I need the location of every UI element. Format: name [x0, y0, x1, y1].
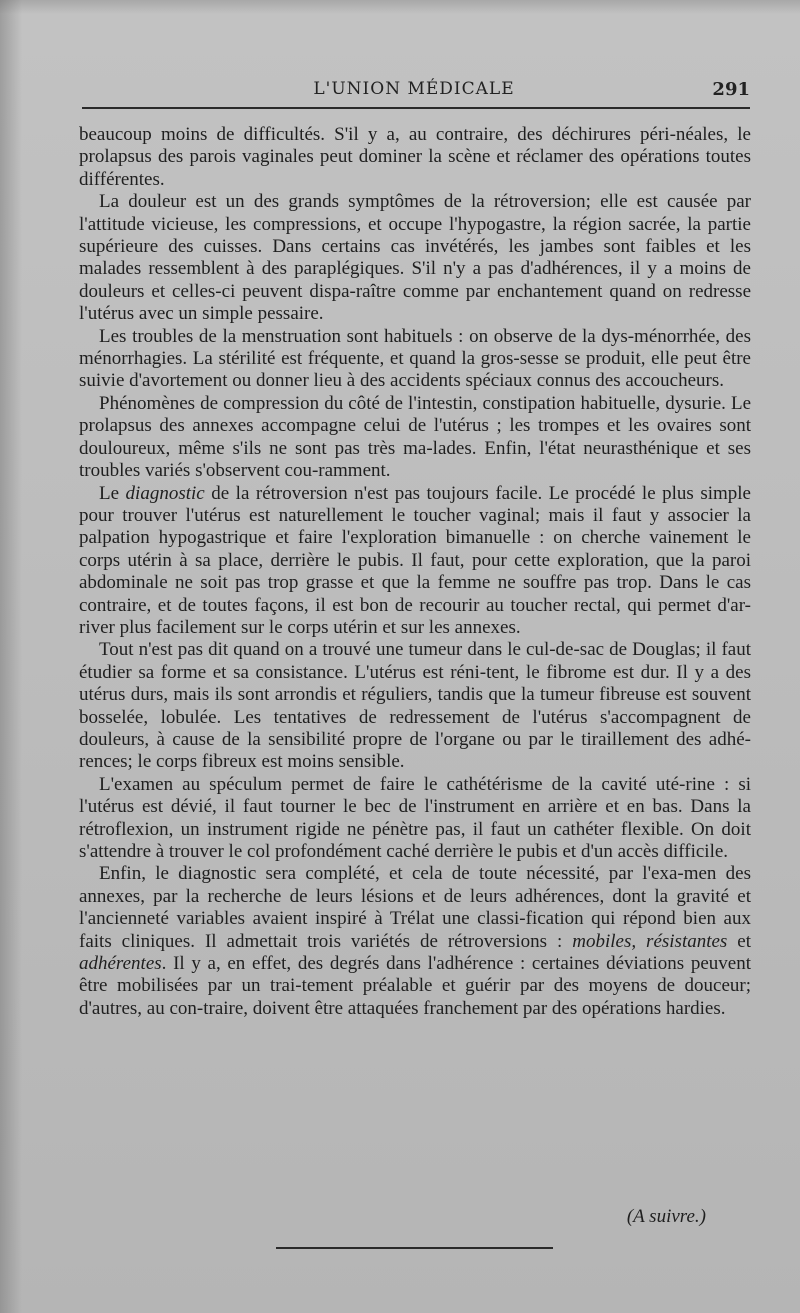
scan-shadow-top: [0, 0, 800, 14]
paragraph: [79, 326, 751, 393]
paragraph-text: Phénomènes de compression du côté de l'intestin, constipation habituelle, dysurie. Le prolapsus des annexes accompagne celui de l'utérus ; les trompes et les ovaires sont douloureux, même s'ils ne sont pas très ma-lades. Enfin, l'état neurasthénique et ses troubles variés s'observent cou-ramment.: [79, 392, 751, 482]
paragraph: [79, 483, 751, 640]
paragraph-text: La douleur est un des grands symptômes de la rétroversion; elle est causée par l'attitude vicieuse, les compressions, et occupe l'hypogastre, la région sacrée, la partie supérieure des cuisses. Dans certains cas invétérés, les jambes sont faibles et les malades ressemblent à des paraplégiques. S'il n'y a pas d'adhérences, il y a moins de douleurs et celles-ci peuvent dispa-raître comme par enchantement quand on redresse l'utérus avec un simple pessaire.: [79, 191, 751, 325]
page-number: 291: [712, 79, 750, 100]
journal-title: L'UNION MÉDICALE: [313, 79, 515, 99]
to-be-continued-note: [627, 1206, 706, 1228]
paragraph: [79, 191, 751, 325]
header-rule: [82, 107, 750, 109]
paragraph: [79, 639, 751, 773]
scan-shadow: [0, 0, 22, 1313]
paragraph-text: et: [727, 930, 751, 952]
paragraph: [79, 124, 751, 191]
paragraph: [79, 393, 751, 483]
paragraph-text: . Il y a, en effet, des degrés dans l'adhérence : certaines déviations peuvent être mobilisées par un trai-tement préalable et guérir par des moyens de douceur; d'autres, au con-traire, doivent être attaquées franchement par des opérations hardies.: [79, 953, 751, 1019]
to-be-continued-text: (A suivre.): [626, 1206, 706, 1227]
paragraph-text: Tout n'est pas dit quand on a trouvé une tumeur dans le cul-de-sac de Douglas; il faut étudier sa forme et sa consistance. L'utérus est réni-tent, le fibrome est dur. Il y a des utérus durs, mais ils sont arrondis et réguliers, tandis que la tumeur fibreuse est souvent bosselée, lobulée. Les tentatives de redressement de l'utérus s'accompagnent de douleurs, à cause de la sensibilité propre de l'organe ou par le tiraillement des adhé-rences; le corps fibreux est moins sensible.: [79, 639, 751, 773]
paragraph-text: beaucoup moins de difficultés. S'il y a, au contraire, des déchirures péri-néales, le prolapsus des parois vaginales peut dominer la scène et réclamer des opérations toutes différentes.: [79, 124, 751, 190]
paragraph: [79, 863, 751, 1020]
paragraph-text: de la rétroversion n'est pas toujours facile. Le procédé le plus simple pour trouver l'utérus est naturellement le toucher vaginal; mais il faut y associer la palpation hypogastrique et faire l'exploration bimanuelle : on cherche vainement le corps utérin à sa place, derrière le pubis. Il faut, pour cette exploration, que la paroi abdominale ne soit pas trop grasse et que la femme ne souffre pas trop. Dans le cas contraire, et de toutes façons, il est bon de recourir au toucher rectal, qui permet d'ar-river plus facilement sur le corps utérin et sur les annexes.: [79, 482, 751, 638]
italic-text: diagnostic: [125, 482, 205, 504]
paragraph-text: Les troubles de la menstruation sont habituels : on observe de la dys-ménorrhée, des ménorrhagies. La stérilité est fréquente, et quand la gros-sesse se produit, elle peut être suivie d'avortement ou donner lieu à des accidents spéciaux connus des accoucheurs.: [79, 325, 751, 392]
article-body: [79, 124, 751, 1020]
paragraph: [79, 774, 751, 864]
paragraph-text: Enfin, le diagnostic sera complété, et cela de toute nécessité, par l'exa-men des annexes, par la recherche de leurs lésions et de leurs adhérences, dont la gravité et l'ancienneté variables avaient inspiré à Trélat une classi-fication qui répond bien aux faits cliniques. Il admettait trois variétés de rétroversions :: [79, 863, 751, 952]
paragraph-text: Le: [99, 482, 126, 504]
running-header: [78, 77, 750, 105]
italic-text: mobiles, résistantes: [572, 930, 728, 952]
footer-rule: [276, 1247, 553, 1249]
italic-text: adhérentes: [79, 953, 162, 975]
paragraph-text: L'examen au spéculum permet de faire le cathétérisme de la cavité uté-rine : si l'utérus est dévié, il faut tourner le bec de l'instrument en arrière et en bas. Dans la rétroflexion, un instrument rigide ne pénètre pas, il faut un cathéter flexible. On doit s'attendre à trouver le col profondément caché derrière le pubis et d'un accès difficile.: [79, 773, 751, 862]
